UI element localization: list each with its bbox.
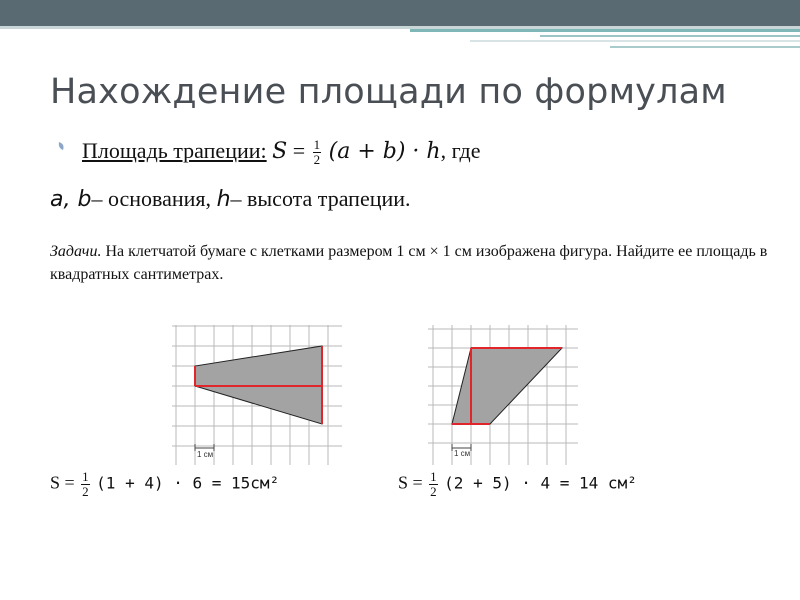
- vars-ab: a, b: [50, 187, 92, 212]
- fraction-numerator: 1: [313, 137, 321, 153]
- formula-eq: =: [292, 138, 306, 163]
- vars-text2: – высота трапеции.: [230, 186, 411, 211]
- formula1-expression: (1 + 4) · 6 = 15см²: [96, 473, 280, 493]
- header-bar: [0, 0, 800, 26]
- trapezoid-formula-line: [82, 138, 480, 167]
- solution-formula-1: [50, 470, 279, 499]
- formula2-expression: (2 + 5) · 4 = 14 см²: [444, 473, 637, 493]
- formula2-fraction: [429, 470, 438, 499]
- solution-formula-2: [398, 470, 637, 499]
- variables-definition: [50, 186, 411, 212]
- formula-expression: (a + b) · h: [328, 139, 441, 164]
- task-body: На клетчатой бумаге с клетками размером 1 см × 1 см изображена фигура. Найдите ее площадь в квадратных сантиметрах.: [50, 243, 768, 283]
- formula-label: Площадь трапеции:: [82, 138, 267, 163]
- task-label: Задачи.: [50, 243, 102, 260]
- formula-tail: , где: [440, 138, 481, 163]
- figure-2-grid: [428, 325, 578, 465]
- bullet-icon: [58, 141, 66, 151]
- fraction-denominator: 2: [313, 152, 321, 168]
- formula2-numerator: 1: [430, 469, 437, 484]
- formula-s: S: [272, 139, 288, 164]
- formula2-s: S =: [398, 472, 423, 493]
- scale-label-2: 1 см: [454, 449, 471, 458]
- vars-text1: – основания,: [91, 186, 217, 211]
- formula2-denominator: 2: [430, 484, 437, 499]
- formula1-s: S =: [50, 472, 75, 493]
- formula1-fraction: [81, 470, 90, 499]
- scale-label-1: 1 см: [197, 450, 214, 459]
- figure-1-grid: [172, 325, 342, 465]
- var-h: h: [216, 187, 231, 212]
- task-text: [50, 240, 770, 286]
- formula1-numerator: 1: [82, 469, 89, 484]
- formula1-denominator: 2: [82, 484, 89, 499]
- formula-fraction: [313, 138, 322, 167]
- page-title: Нахождение площади по формулам: [50, 72, 727, 112]
